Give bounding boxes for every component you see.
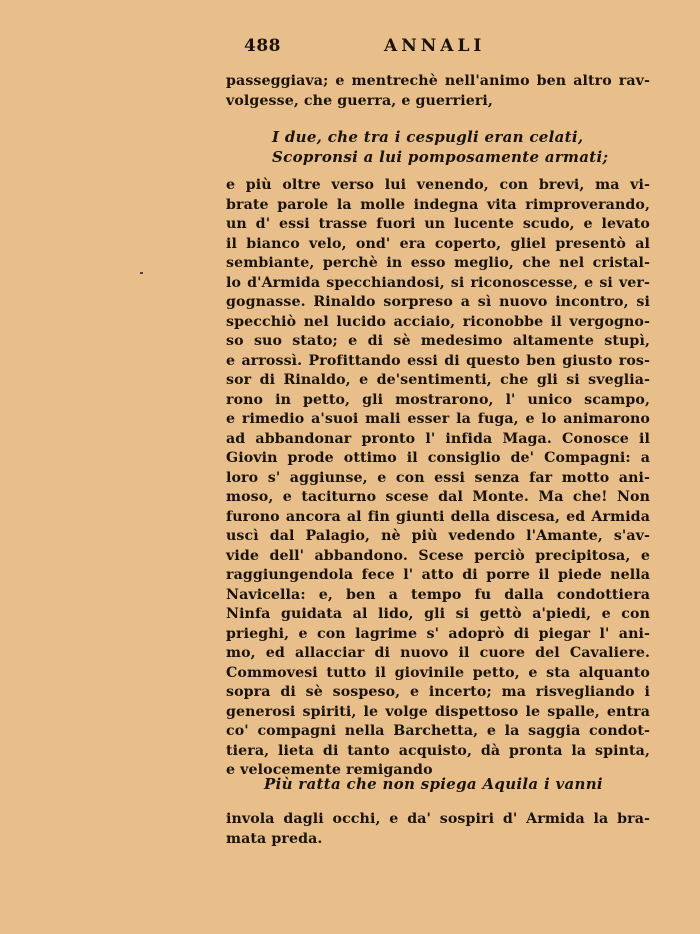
text-line: prieghi, e con lagrime s' adoprò di piegar l' ani- xyxy=(226,625,650,642)
text-line: so suo stato; e di sè medesimo altamente stupì, xyxy=(226,333,650,349)
text-line: e arrossì. Profittando essi di questo ben giusto ros- xyxy=(226,352,650,369)
text-line: moso, e taciturno scese dal Monte. Ma che! Non xyxy=(226,489,650,505)
text-line: tiera, lieta di tanto acquisto, dà pronta la spinta, xyxy=(226,742,650,759)
text-line: e più oltre verso lui venendo, con brevi, ma vi- xyxy=(226,177,650,193)
text-line: sembiante, perchè in esso meglio, che nel cristal- xyxy=(226,255,650,271)
text-line: specchiò nel lucido acciaio, riconobbe il vergogno- xyxy=(226,313,650,330)
text-line: e velocemente remigando xyxy=(226,762,433,778)
verse-line: I due, che tra i cespugli eran celati, xyxy=(272,128,584,146)
text-line: co' compagni nella Barchetta, e la saggia condot- xyxy=(226,723,650,739)
margin-speck xyxy=(140,272,143,274)
verse-line: Più ratta che non spiega Aquila i vanni xyxy=(264,775,603,793)
text-line: sor di Rinaldo, e de'sentimenti, che gli si sveglia- xyxy=(226,372,650,388)
page-header xyxy=(244,36,664,62)
text-line: rono in petto, gli mostrarono, l' unico scampo, xyxy=(226,391,650,408)
text-line: gognasse. Rinaldo sorpreso a sì nuovo incontro, si xyxy=(226,294,650,310)
text-line: ad abbandonar pronto l' infida Maga. Conosce il xyxy=(226,430,650,447)
text-line: Commovesi tutto il giovinile petto, e sta alquanto xyxy=(226,664,650,681)
text-line: furono ancora al fin giunti della discesa, ed Armida xyxy=(226,508,650,525)
text-line: passeggiava; e mentrechè nell'animo ben altro rav- xyxy=(226,73,650,89)
text-line: mata preda. xyxy=(226,830,323,847)
text-line: uscì dal Palagio, nè più vedendo l'Amante, s'av- xyxy=(226,528,650,544)
text-line: un d' essi trasse fuori un lucente scudo, e levato xyxy=(226,216,650,232)
text-line: il bianco velo, ond' era coperto, gliel presentò al xyxy=(226,235,650,252)
main-paragraph xyxy=(226,176,650,781)
verse-line: Scopronsi a lui pomposamente armati; xyxy=(272,148,609,166)
text-line: sopra di sè sospeso, e incerto; ma risvegliando i xyxy=(226,684,650,700)
text-line: lo d'Armida specchiandosi, si riconoscesse, e si ver- xyxy=(226,274,650,291)
running-title: ANNALI xyxy=(384,36,486,56)
text-line: Giovin prode ottimo il consiglio de' Compagni: a xyxy=(226,450,650,466)
text-line: vide dell' abbandono. Scese perciò precipitosa, e xyxy=(226,547,650,564)
text-line: Ninfa guidata al lido, gli si gettò a'piedi, e con xyxy=(226,606,650,622)
closing-paragraph xyxy=(226,810,650,849)
text-line: volgesse, che guerra, e guerrieri, xyxy=(226,92,493,109)
opening-paragraph xyxy=(226,72,650,111)
text-line: raggiungendola fece l' atto di porre il piede nella xyxy=(226,567,650,583)
text-line: e rimedio a'suoi mali esser la fuga, e lo animarono xyxy=(226,411,650,427)
text-line: generosi spiriti, le volge dispettoso le spalle, entra xyxy=(226,703,650,720)
page-number: 488 xyxy=(244,36,281,56)
text-line: mo, ed allacciar di nuovo il cuore del Cavaliere. xyxy=(226,645,650,661)
text-line: loro s' aggiunse, e con essi senza far motto ani- xyxy=(226,469,650,486)
text-line: Navicella: e, ben a tempo fu dalla condottiera xyxy=(226,586,650,603)
text-line: brate parole la molle indegna vita rimproverando, xyxy=(226,196,650,213)
text-line: invola dagli occhi, e da' sospiri d' Armida la bra- xyxy=(226,811,650,827)
